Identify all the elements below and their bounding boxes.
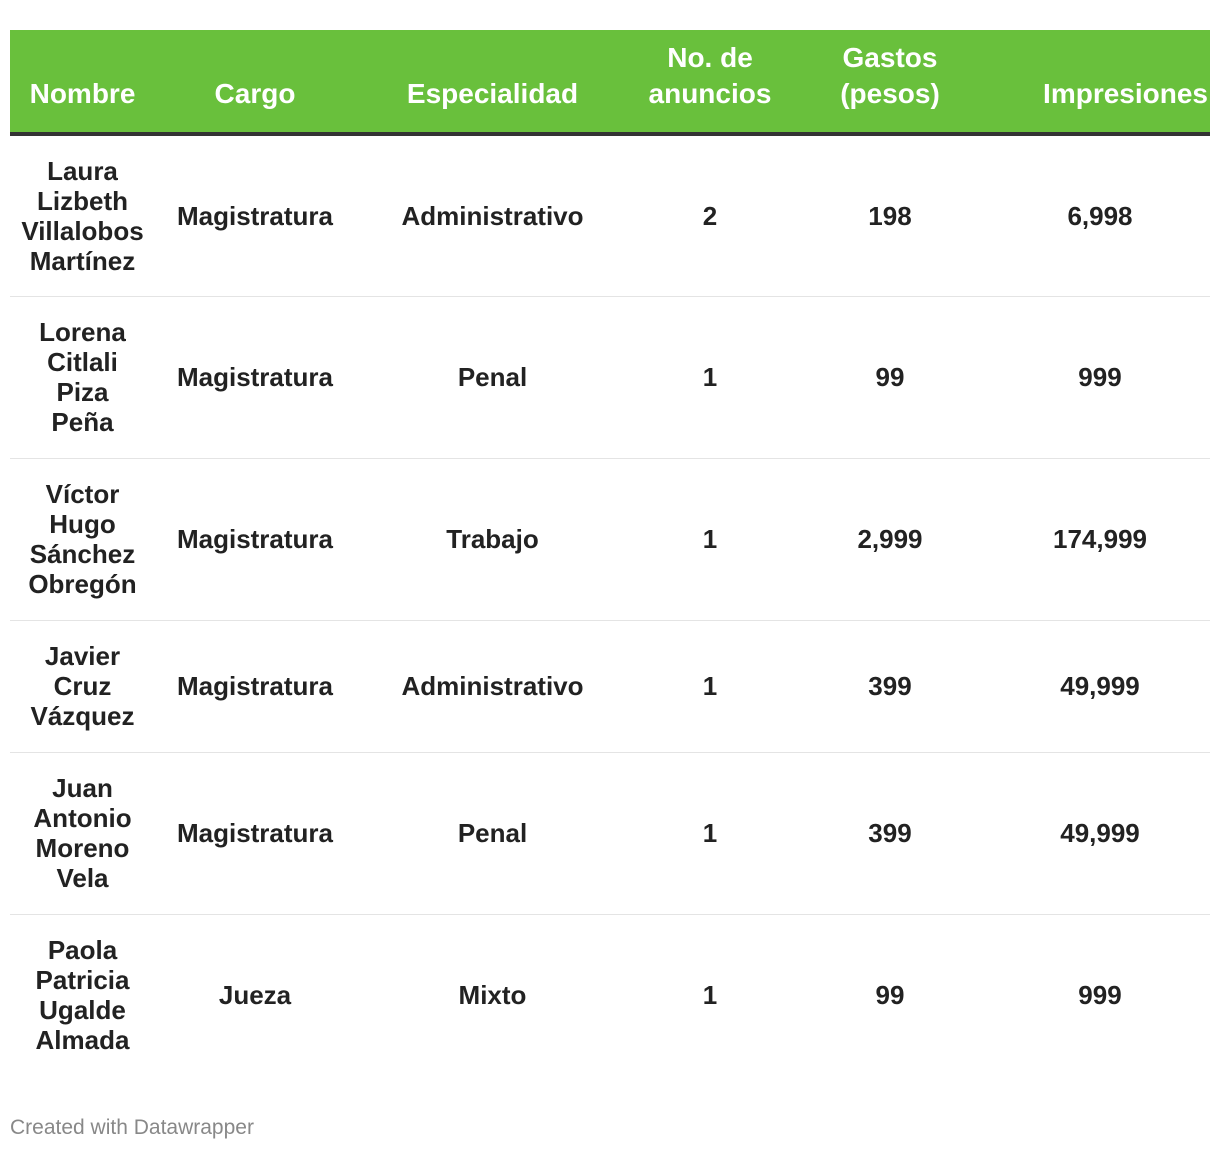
cell-especialidad: Mixto bbox=[458, 980, 527, 1011]
cell-cargo: Jueza bbox=[218, 980, 292, 1011]
cell-nombre: Víctor Hugo Sánchez Obregón bbox=[10, 458, 155, 620]
cell-gastos: 2,999 bbox=[790, 458, 990, 620]
cell-cargo: Magistratura bbox=[155, 620, 355, 752]
header-row bbox=[10, 30, 1210, 134]
cell-gastos: 198 bbox=[790, 134, 990, 296]
table-row bbox=[10, 296, 1210, 458]
cell-impresiones: 49,999 bbox=[990, 752, 1210, 914]
cell-impresiones: 6,998 bbox=[990, 134, 1210, 296]
cell-nombre: Laura Lizbeth Villalobos Martínez bbox=[10, 134, 155, 296]
cell-impresiones: 174,999 bbox=[990, 458, 1210, 620]
column-header-cargo[interactable]: Cargo bbox=[155, 30, 355, 134]
cell-anuncios: 1 bbox=[630, 620, 790, 752]
cell-gastos: 399 bbox=[790, 620, 990, 752]
data-table-container bbox=[10, 30, 1210, 1076]
cell-anuncios: 1 bbox=[630, 752, 790, 914]
cell-cargo: Magistratura bbox=[155, 134, 355, 296]
column-header-impresiones[interactable]: Impresiones bbox=[990, 30, 1210, 134]
cell-cargo: Magistratura bbox=[155, 296, 355, 458]
table-row bbox=[10, 914, 1210, 1076]
cell-nombre: Paola Patricia Ugalde Almada bbox=[35, 935, 130, 1056]
table-row bbox=[10, 752, 1210, 914]
cell-anuncios: 1 bbox=[702, 980, 718, 1011]
cell-gastos: 399 bbox=[790, 752, 990, 914]
table-row bbox=[10, 620, 1210, 752]
column-header-nombre[interactable]: Nombre bbox=[10, 30, 155, 134]
column-header-gastos[interactable]: Gastos (pesos) bbox=[790, 30, 990, 134]
cell-cargo: Magistratura bbox=[155, 458, 355, 620]
cell-especialidad: Administrativo bbox=[355, 134, 630, 296]
cell-cargo: Magistratura bbox=[155, 752, 355, 914]
cell-gastos: 99 bbox=[875, 980, 905, 1011]
cell-nombre: Juan Antonio Moreno Vela bbox=[10, 752, 155, 914]
data-table bbox=[10, 30, 1210, 1076]
cell-gastos: 99 bbox=[790, 296, 990, 458]
cell-impresiones: 999 bbox=[990, 296, 1210, 458]
table-row bbox=[10, 134, 1210, 296]
column-header-especialidad[interactable]: Especialidad bbox=[355, 30, 630, 134]
cell-nombre: Lorena Citlali Piza Peña bbox=[10, 296, 155, 458]
cell-impresiones: 49,999 bbox=[990, 620, 1210, 752]
cell-anuncios: 2 bbox=[630, 134, 790, 296]
cell-anuncios: 1 bbox=[630, 458, 790, 620]
cell-impresiones: 999 bbox=[1078, 980, 1122, 1011]
datawrapper-credit[interactable]: Created with Datawrapper bbox=[10, 1116, 254, 1139]
column-header-anuncios[interactable]: No. de anuncios bbox=[630, 30, 790, 134]
cell-nombre: Javier Cruz Vázquez bbox=[10, 620, 155, 752]
cell-anuncios: 1 bbox=[630, 296, 790, 458]
cell-especialidad: Penal bbox=[355, 752, 630, 914]
cell-especialidad: Penal bbox=[355, 296, 630, 458]
cell-especialidad: Administrativo bbox=[355, 620, 630, 752]
cell-especialidad: Trabajo bbox=[355, 458, 630, 620]
table-row bbox=[10, 458, 1210, 620]
